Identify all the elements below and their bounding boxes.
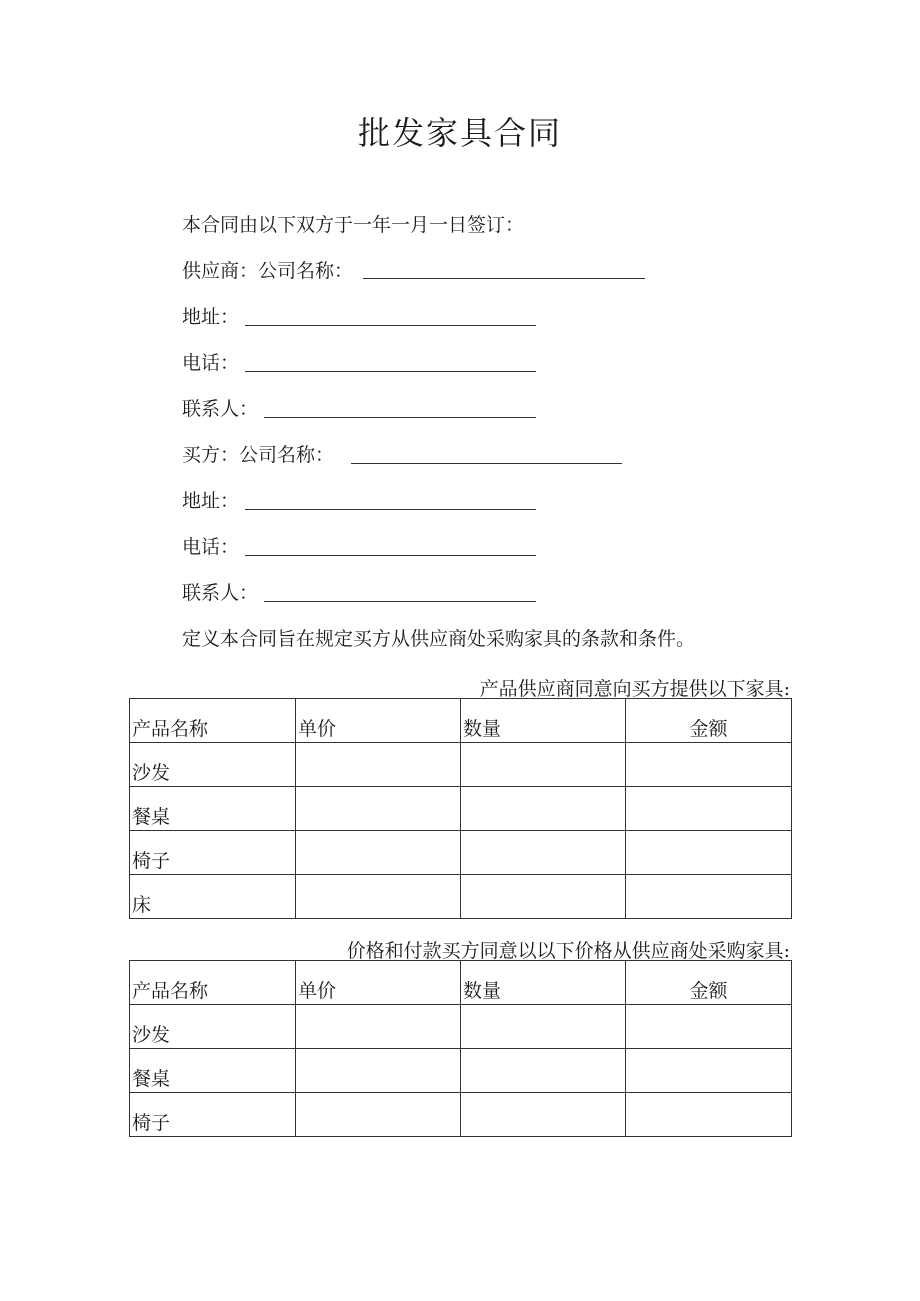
table-row xyxy=(130,1093,792,1137)
supplier-phone-label: 电话： xyxy=(182,352,240,374)
furniture-table-2 xyxy=(129,960,792,1137)
buyer-company-field[interactable] xyxy=(351,463,622,464)
unit-price-cell[interactable] xyxy=(296,787,461,831)
table-row xyxy=(130,1005,792,1049)
supplier-address-label: 地址： xyxy=(182,306,240,328)
amount-cell[interactable] xyxy=(626,1049,792,1093)
buyer-address-field[interactable] xyxy=(245,509,536,510)
header-product-name: 产品名称 xyxy=(130,961,296,1005)
product-name-cell: 沙发 xyxy=(130,743,296,787)
table-row xyxy=(130,743,792,787)
header-quantity: 数量 xyxy=(461,961,626,1005)
product-name-cell: 床 xyxy=(130,875,296,919)
table-row xyxy=(130,831,792,875)
buyer-contact-label: 联系人： xyxy=(182,582,259,604)
supplier-address-field[interactable] xyxy=(245,325,536,326)
amount-cell[interactable] xyxy=(626,743,792,787)
header-unit-price: 单价 xyxy=(296,961,461,1005)
table2-caption: 价格和付款买方同意以以下价格从供应商处采购家具: xyxy=(346,940,790,962)
header-unit-price: 单价 xyxy=(296,699,461,743)
quantity-cell[interactable] xyxy=(461,1049,626,1093)
supplier-company-field[interactable] xyxy=(363,278,645,279)
document-title: 批发家具合同 xyxy=(357,114,562,152)
quantity-cell[interactable] xyxy=(461,831,626,875)
table-header-row xyxy=(130,961,792,1005)
product-name-cell: 餐桌 xyxy=(130,787,296,831)
quantity-cell[interactable] xyxy=(461,1093,626,1137)
table-row xyxy=(130,787,792,831)
table-row xyxy=(130,875,792,919)
furniture-table-1 xyxy=(129,698,792,919)
product-name-cell: 椅子 xyxy=(130,831,296,875)
header-product-name: 产品名称 xyxy=(130,699,296,743)
amount-cell[interactable] xyxy=(626,1093,792,1137)
header-amount: 金额 xyxy=(626,961,792,1005)
quantity-cell[interactable] xyxy=(461,743,626,787)
supplier-phone-field[interactable] xyxy=(245,371,536,372)
buyer-contact-field[interactable] xyxy=(264,601,536,602)
table-header-row xyxy=(130,699,792,743)
supplier-contact-field[interactable] xyxy=(264,417,536,418)
unit-price-cell[interactable] xyxy=(296,743,461,787)
amount-cell[interactable] xyxy=(626,787,792,831)
intro-text: 本合同由以下双方于一年一月一日签订： xyxy=(182,214,525,236)
product-name-cell: 椅子 xyxy=(130,1093,296,1137)
table2-clip xyxy=(0,958,920,1139)
buyer-address-label: 地址： xyxy=(182,490,240,512)
buyer-company-label: 买方：公司名称： xyxy=(182,444,335,466)
quantity-cell[interactable] xyxy=(461,875,626,919)
amount-cell[interactable] xyxy=(626,1005,792,1049)
table1-caption: 产品供应商同意向买方提供以下家具: xyxy=(479,678,790,700)
amount-cell[interactable] xyxy=(626,831,792,875)
definition-text: 定义本合同旨在规定买方从供应商处采购家具的条款和条件。 xyxy=(182,628,696,650)
unit-price-cell[interactable] xyxy=(296,1049,461,1093)
quantity-cell[interactable] xyxy=(461,1005,626,1049)
amount-cell[interactable] xyxy=(626,875,792,919)
supplier-contact-label: 联系人： xyxy=(182,398,259,420)
unit-price-cell[interactable] xyxy=(296,1005,461,1049)
unit-price-cell[interactable] xyxy=(296,831,461,875)
unit-price-cell[interactable] xyxy=(296,1093,461,1137)
header-amount: 金额 xyxy=(626,699,792,743)
product-name-cell: 沙发 xyxy=(130,1005,296,1049)
buyer-phone-label: 电话： xyxy=(182,536,240,558)
header-quantity: 数量 xyxy=(461,699,626,743)
buyer-phone-field[interactable] xyxy=(245,555,536,556)
table-row xyxy=(130,1049,792,1093)
product-name-cell: 餐桌 xyxy=(130,1049,296,1093)
supplier-company-label: 供应商：公司名称： xyxy=(182,260,354,282)
quantity-cell[interactable] xyxy=(461,787,626,831)
unit-price-cell[interactable] xyxy=(296,875,461,919)
